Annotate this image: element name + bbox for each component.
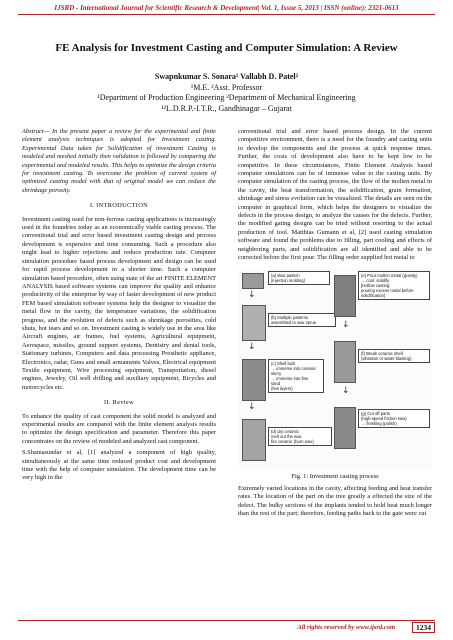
introduction-paragraph: Investment casting used for non-ferrous casting applications is increasingly used in the foundries today as an economically viable casting process. The conventional trial and error based investment casting design and process development is expensive and time consuming. Such a procedure also might lead to higher rejections and reduce production rate. Computer simulation procedure based process development and design can be used for rapid process development in a shorter time. Such a computer simulation based procedure, often using state of the art FINITE ELEMENT ANALYSIS based software systems can improve the quality and enhance productivity of the enterprise by way of faster development of new product FEM based simulation software systems help the designer to visualize the metal flow in the cavity, the temperature variations, the solidification progress, and the evolution of defects such as shrinkage porosities, cold shuts, hot tears and so on. Investment casting is widely use in the area like Aircraft engines, air frames, fuel systems, Agricultural equipment, Aerospace, missiles, ground support systems, Dentistry and dental tools, Stationary turbines, Computers and data processing Prosthetic appliance, Electronics, radar, Guns and small armaments Valves, Electrical equipment Textile equipment, Wire processing equipment, Transportation, diesel engines, Jewelry, Oil well drilling and auxiliary equipment, Bicycles and motorcycles etc. [22,215,216,391]
right-paragraph-1: conventional trial and error based process design. In the current competitive environment, there is a need for the foundry and casting units to develop the components and the process at quick response times. Further, the costs of development also have to be kept low to be competitive. In these circumstances, Finite Element Analysis based computer simulations can be of immense value to the casting units. By computer simulation of the casting process, the flow of the molten metal in the cavity, the heat transformation, the solidification, grain formation, shrinkage and stress evolution can be visualized. The details are seen on the computer in graphical form, which helps the designers to visualize the defects in the process design, to analyze the causes for the defects. Further, the modified gating designs can be tried without resorting to the actual production of tool. Matthias Gumann et al, [2] used casting simulation software and found the problems due to filling, part cooling and effects of neighboring parts, and solidification are all identified and able to be corrected before the first pour. The filling order supplied hot metal to [238,128,432,262]
step-g-label: (g) Cut off parts (high-speed friction saw) → finishing (polish) [358,409,430,428]
pouring-illustration [334,275,356,317]
footer-url[interactable]: All rights reserved by www.ijsrd.com [297,624,395,631]
review-heading: II. Review [104,399,134,407]
step-d-label: (d) dry ceramic melt out the wax fire ceramic (burn wax) [268,427,332,446]
step-b-label: (b) Multiple patterns assembled to wax sprue [268,313,336,327]
step-a-label: (a) Wax pattern (injection molding) [268,271,330,285]
right-paragraph-2: Extremely varied locations in the cavity, affecting feeding and heat transfer rates. The location of the part on the tree greatly a effected the size of the defect. The bulky sections of the implants tended to hold heat much longer than the rest of the part; therefore, feeding paths back to the gate were cut [238,484,432,518]
dewax-illustration [242,419,266,461]
shell-break-illustration [334,341,356,383]
page-footer [18,620,435,633]
arrow-down-icon: ↓ [248,289,256,300]
wax-pattern-illustration [242,273,264,289]
left-column [22,128,216,486]
introduction-heading: I. INTRODUCTION [89,202,149,210]
figure-caption: Fig. 1: Investment casting process [291,472,379,480]
author-names: Swapnkumar S. Sonara¹ Vallabh D. Patel² [154,72,299,81]
author-block [20,72,433,114]
review-paragraph-1: To enhance the quality of cast component the solid model is analyzed and experimental results are compared with the finite element analysis results to optimize the design specification and parameter. Therefore this paper concentrates on the review of modeled and analyzed cast component. [22,412,216,445]
page-number: 1234 [412,622,435,633]
abstract: Abstract— In the present paper a review for the experimental and finite element analysis techniques is adopted for Investment casting. Experimental Data taken for Solidification of investment Casting is modeled and meshed initially then validation is followed by comparing the experimental and modeled results. This helps to optimize the design criteria for investment casting. To overcome the problem of current system of optimized casting model with that of original model we can reduce the shrinkage porosity. [22,128,216,194]
step-c-label: (c) Shell built → immerse into ceramic slurry → immerse into fine sand (few layers) [268,359,324,393]
arrow-down-icon: ↓ [342,385,350,396]
author-departments: ¹Department of Production Engineering ²Department of Mechanical Engineering [97,93,356,102]
journal-header: IJSRD - International Journal for Scientific Research & Development| Vol. 1, Issue 5, 2013 | ISSN (online): 2321-0613 [18,4,435,15]
review-paragraph-2: S.Shamasundar et al, [1] analyzed a component of high quality, simultaneously at the same time reduced product cost and development time with the help of computer simulation. The development time can be very high in the [22,449,216,482]
cut-off-illustration [334,407,356,449]
author-affiliation: ¹²L.D.R.P.-I.T.R., Gandhinagar – Gujarat [161,103,292,113]
step-e-label: (e) Pour molten metal (gravity) → cool, solidify [Hollow casting: pouring excess metal before solidification] [358,271,430,300]
arrow-down-icon: ↓ [248,341,256,352]
right-column [238,128,432,522]
shell-building-illustration [242,359,266,401]
author-roles: ¹M.E. ²Asst. Professor [190,82,263,92]
arrow-down-icon: ↓ [248,401,256,412]
investment-casting-figure [238,269,432,469]
step-f-label: (f) Break ceramic shell (vibration or water blasting) [358,349,430,363]
arrow-down-icon: ↓ [342,319,350,330]
paper-title: FE Analysis for Investment Casting and Computer Simulation: A Review [55,42,398,54]
pattern-tree-illustration [242,305,266,341]
